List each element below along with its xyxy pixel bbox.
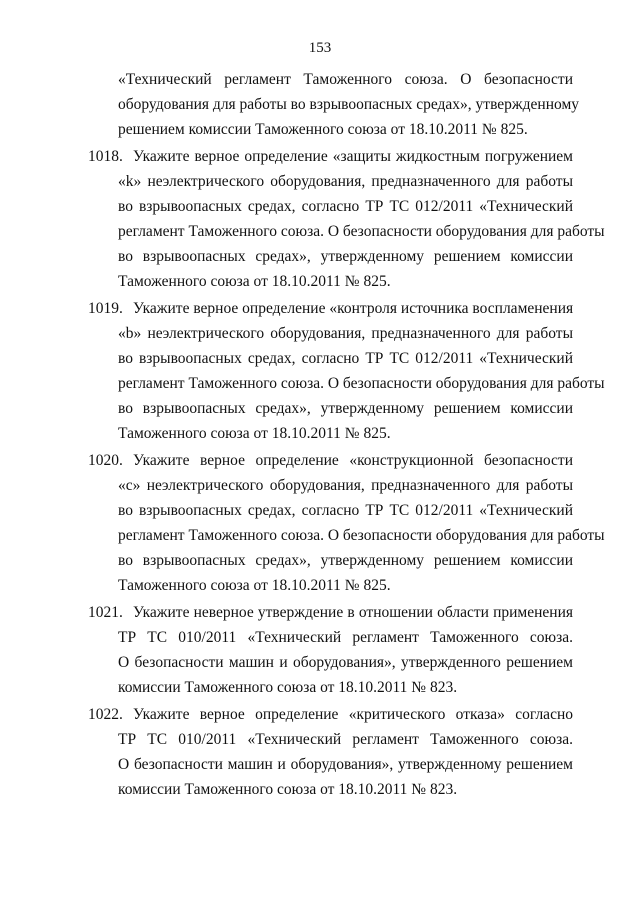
text-line: ТР ТС 010/2011 «Технический регламент Таможенного союза. xyxy=(118,629,573,646)
question-number: 1021. xyxy=(88,604,123,621)
text-line: регламент Таможенного союза. О безопасности оборудования для работы xyxy=(118,375,605,392)
text-line: решением комиссии Таможенного союза от 18.10.2011 № 825. xyxy=(118,121,528,138)
question-number: 1019. xyxy=(88,300,123,317)
text-line: «k» неэлектрического оборудования, предназначенного для работы xyxy=(118,173,573,190)
text-line: Укажите верное определение «контроля источника воспламенения xyxy=(133,300,574,317)
text-line: Таможенного союза от 18.10.2011 № 825. xyxy=(118,425,391,442)
text-line: «b» неэлектрического оборудования, предназначенного для работы xyxy=(118,325,573,342)
text-line: Укажите неверное утверждение в отношении области применения xyxy=(133,604,573,621)
text-line: во взрывоопасных средах, согласно ТР ТС 012/2011 «Технический xyxy=(118,350,573,367)
question-number: 1022. xyxy=(88,706,123,723)
question-number: 1018. xyxy=(88,148,123,165)
text-line: «Технический регламент Таможенного союза. О безопасности xyxy=(118,71,573,88)
text-line: во взрывоопасных средах», утвержденному решением комиссии xyxy=(118,552,573,569)
text-line: оборудования для работы во взрывоопасных средах», утвержденному xyxy=(118,96,580,113)
text-line: Таможенного союза от 18.10.2011 № 825. xyxy=(118,577,391,594)
text-line: во взрывоопасных средах», утвержденному решением комиссии xyxy=(118,400,573,417)
text-line: Таможенного союза от 18.10.2011 № 825. xyxy=(118,273,391,290)
text-line: во взрывоопасных средах», утвержденному решением комиссии xyxy=(118,248,573,265)
text-line: О безопасности машин и оборудования», утвержденному решением xyxy=(118,756,573,773)
text-line: О безопасности машин и оборудования», утвержденного решением xyxy=(118,654,573,671)
text-line: Укажите верное определение «конструкционной безопасности xyxy=(133,452,573,469)
text-line: во взрывоопасных средах, согласно ТР ТС 012/2011 «Технический xyxy=(118,502,573,519)
text-line: «c» неэлектрического оборудования, предназначенного для работы xyxy=(118,477,573,494)
text-line: регламент Таможенного союза. О безопасности оборудования для работы xyxy=(118,527,605,544)
text-line: ТР ТС 010/2011 «Технический регламент Таможенного союза. xyxy=(118,731,573,748)
text-line: во взрывоопасных средах, согласно ТР ТС 012/2011 «Технический xyxy=(118,198,573,215)
question-number: 1020. xyxy=(88,452,123,469)
text-line: комиссии Таможенного союза от 18.10.2011 № 823. xyxy=(118,679,458,696)
text-line: Укажите верное определение «критического отказа» согласно xyxy=(133,706,573,723)
text-line: Укажите верное определение «защиты жидкостным погружением xyxy=(133,148,573,165)
text-line: комиссии Таможенного союза от 18.10.2011 № 823. xyxy=(118,781,458,798)
text-line: регламент Таможенного союза. О безопасности оборудования для работы xyxy=(118,223,605,240)
page-number: 153 xyxy=(308,40,332,56)
